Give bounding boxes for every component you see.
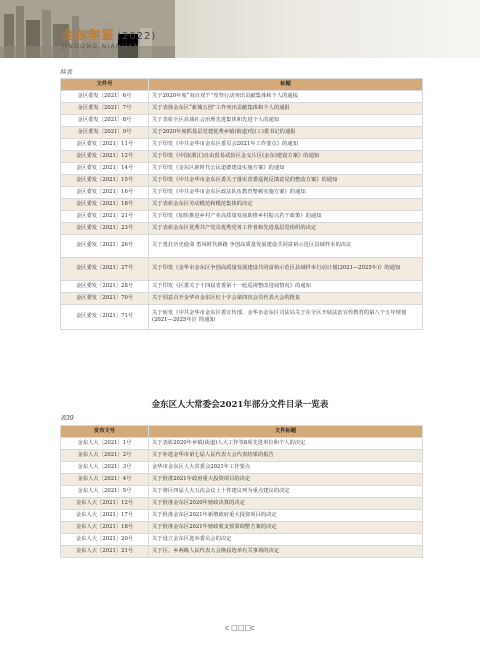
table-row [61, 187, 423, 199]
table-row [61, 103, 423, 115]
npc-standing-committee-documents-table [60, 425, 423, 558]
document-number-cell: 金区委发〔2021〕7号 [61, 103, 149, 115]
document-title-cell: 关于印发《中共金华市金东区政法队伍教育整顿实施方案》的通知 [149, 187, 423, 199]
section-title: 金东区人大常委会2021年部分文件目录一览表 [151, 400, 329, 410]
document-number-cell: 金区委发〔2021〕70号 [61, 293, 149, 305]
table-row [61, 139, 423, 151]
table-row [61, 211, 423, 223]
table-row [61, 462, 423, 474]
document-number-cell: 金区委发〔2021〕71号 [61, 305, 149, 330]
table-number-label: 表39 [60, 415, 74, 422]
table-row [61, 175, 423, 187]
document-title-cell: 关于批准金东区2020年财政决算的决定 [149, 498, 423, 510]
document-title-cell: 关于表扬金东区“新城五创”工作突出贡献集体和个人的通报 [149, 103, 423, 115]
document-title-cell: 关于印发《金东区新时代公民道德建设实施方案》的通知 [149, 163, 423, 175]
document-number-cell: 金区委发〔2021〕9号 [61, 127, 149, 139]
document-number-cell: 金东人大〔2021〕20号 [61, 534, 149, 546]
document-number-cell: 金区委发〔2021〕27号 [61, 258, 149, 281]
document-title-cell: 关于表彰金东区优秀共产党员优秀党务工作者和先进基层党组织的决定 [149, 223, 423, 235]
table-row [61, 163, 423, 175]
table-row [61, 305, 423, 330]
document-title-cell: 关于转发《中共金华市金东区委宣传部、金华市金东区司法局关于在全区开展法治宣传教育的第八个五年规划(2021—2025年)》的通知 [149, 305, 423, 330]
document-title-cell: 关于印发《区委关于十四届省委第十一轮巡视整改进展情况》的通知 [149, 281, 423, 293]
document-title-cell: 金华市金东区人大常委会2021年工作要点 [149, 462, 423, 474]
document-number-cell: 金东人大〔2021〕5号 [61, 486, 149, 498]
document-title-cell: 关于表彰2020年乡镇(街道)人大工作等8项先进单位和个人的决定 [149, 438, 423, 450]
table-row [61, 510, 423, 522]
document-number-cell: 金区委发〔2021〕12号 [61, 151, 149, 163]
document-number-cell: 金东人大〔2021〕3号 [61, 462, 149, 474]
yearbook-brand [62, 26, 156, 43]
document-number-cell: 金区委发〔2021〕21号 [61, 211, 149, 223]
table-row [61, 115, 423, 127]
document-title-cell: 关于印发《中共金华市金东区委关于落实省委巡视反馈意见的整改方案》的通知 [149, 175, 423, 187]
table-row [61, 258, 423, 281]
table-row [61, 546, 423, 558]
document-title-cell: 关于同意召开金华市金东区红十字会第四次会员代表大会的批复 [149, 293, 423, 305]
document-title-cell: 关于设立金东区选举委员会的决定 [149, 534, 423, 546]
document-number-cell: 金区委发〔2021〕15号 [61, 175, 149, 187]
column-header: 发布文号 [61, 426, 149, 438]
document-number-cell: 金区委发〔2021〕11号 [61, 139, 149, 151]
brand-subtitle: JINDONG NIANJIAN [62, 43, 140, 50]
table-row [61, 498, 423, 510]
table-row [61, 450, 423, 462]
document-number-cell: 金区委发〔2021〕16号 [61, 187, 149, 199]
table-row [61, 438, 423, 450]
document-title-cell: 关于2020年度抓基层党建优秀乡镇(街道)党(工)委书记的通报 [149, 127, 423, 139]
document-title-cell: 关于补选金华市第七届人民代表大会代表结果的报告 [149, 450, 423, 462]
document-title-cell: 关于批准金东区2021年财政收支预算调整方案的决定 [149, 522, 423, 534]
table-row [61, 293, 423, 305]
document-title-cell: 关于批准2021年政府重大投资项目的决定 [149, 474, 423, 486]
document-number-cell: 金东人大〔2021〕21号 [61, 546, 149, 558]
table-continued-label: 续表 [60, 69, 73, 76]
document-number-cell: 金东人大〔2021〕12号 [61, 498, 149, 510]
document-number-cell: 金区委发〔2021〕26号 [61, 235, 149, 258]
table-row [61, 281, 423, 293]
document-title-cell: 关于将区四届人大五次会议上十件建议列为重点建议的决定 [149, 486, 423, 498]
document-number-cell: 金区委发〔2021〕14号 [61, 163, 149, 175]
document-number-cell: 金区委发〔2021〕8号 [61, 115, 149, 127]
page-header [0, 0, 480, 58]
document-title-cell: 关于表彰金东区劳动模范和模范集体的决定 [149, 199, 423, 211]
document-number-cell: 金区委发〔2021〕6号 [61, 91, 149, 103]
table-row [61, 534, 423, 546]
table-row [61, 151, 423, 163]
document-number-cell: 金东人大〔2021〕4号 [61, 474, 149, 486]
table-row [61, 235, 423, 258]
document-title-cell: 关于印发《中共金华市金东区委员会2021年工作要点》的通知 [149, 139, 423, 151]
column-header: 文件号 [61, 79, 149, 91]
table-row [61, 91, 423, 103]
table-row [61, 127, 423, 139]
document-title-cell: 关于印发《金华市金东区争创高质量发展建设共同富裕示范区县域样本行动计划(2021—2025年)》的通知 [149, 258, 423, 281]
document-number-cell: 金区委发〔2021〕23号 [61, 223, 149, 235]
column-header: 文件标题 [149, 426, 423, 438]
document-title-cell: 关于批准金东区2021年新增政府重大投资项目的决定 [149, 510, 423, 522]
document-title-cell: 关于勇扛历史使命 勇闯时代新路 争创高质量发展建设共同富裕示范区县域样本的决议 [149, 235, 423, 258]
party-committee-documents-table [60, 78, 423, 330]
table-row [61, 223, 423, 235]
document-title-cell: 关于表彰全区县域社会治理先进集体和先进个人的通知 [149, 115, 423, 127]
document-number-cell: 金东人大〔2021〕2号 [61, 450, 149, 462]
brand-title: 金东年鉴 [62, 28, 115, 42]
page-number: c □□□c [225, 624, 255, 632]
document-number-cell: 金东人大〔2021〕17号 [61, 510, 149, 522]
table-row [61, 522, 423, 534]
brand-year: (2022) [117, 31, 157, 42]
document-number-cell: 金东人大〔2021〕1号 [61, 438, 149, 450]
document-title-cell: 关于区、乡两级人民代表大会换届选举有关事项的决定 [149, 546, 423, 558]
table-row [61, 486, 423, 498]
document-title-cell: 关于印发《中国(浙江)自由贸易试验区金义片区(金东)建设方案》的通知 [149, 151, 423, 163]
document-title-cell: 关于2020年度“双百双千”攻坚行动突出贡献集体和个人的通报 [149, 91, 423, 103]
document-number-cell: 金区委发〔2021〕18号 [61, 199, 149, 211]
document-number-cell: 金东人大〔2021〕18号 [61, 522, 149, 534]
document-title-cell: 关于印发《加快推进乡村产业高质量发展助推乡村振兴若干政策》的通知 [149, 211, 423, 223]
table-row [61, 474, 423, 486]
document-number-cell: 金区委发〔2021〕28号 [61, 281, 149, 293]
table-row [61, 199, 423, 211]
column-header: 标题 [149, 79, 423, 91]
